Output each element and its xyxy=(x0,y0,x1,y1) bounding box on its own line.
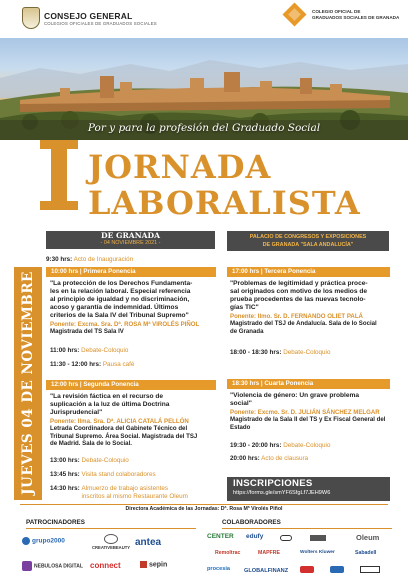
grupo2000-icon xyxy=(22,537,30,545)
third-title-line: sal originados con motivo de los medios de xyxy=(230,287,368,295)
second-speaker xyxy=(50,418,197,447)
collaborator-logo xyxy=(300,566,314,573)
collaborator-logo: procesia xyxy=(207,566,231,572)
collaborator-logo: edufy xyxy=(246,533,264,540)
debate2-time: 13:00 hrs: xyxy=(50,457,80,464)
first-speaker-name: Excma. Sra. Dª. ROSA Mª VIROLÉS PIÑOL xyxy=(77,321,200,328)
roman-numeral-i xyxy=(40,140,78,210)
debate2-row xyxy=(50,457,129,465)
third-speaker-name: Ilmo. Sr. D. FERNANDO OLIET PALÁ xyxy=(257,313,363,320)
sponsor-logo-name: connect xyxy=(90,561,121,570)
venue-line1: PALACIO DE CONGRESOS Y EXPOSICIONES xyxy=(249,234,367,240)
generic-logo-icon xyxy=(330,566,344,573)
third-speaker-role-line: de Granada xyxy=(230,327,264,335)
first-session-title xyxy=(50,280,192,320)
collaborator-logo: CENTER xyxy=(207,533,234,540)
debate1-text: Debate-Coloquio xyxy=(81,347,129,354)
collaborator-logo xyxy=(360,566,380,573)
lunch-text xyxy=(82,485,188,500)
right-program-column xyxy=(227,256,390,476)
sponsor-logo-name: NEBULOSA DIGITAL xyxy=(34,563,83,570)
collaborator-logo: Oleum xyxy=(356,533,380,542)
second-session-bar: 12:00 hrs | Segunda Ponencia xyxy=(46,380,216,390)
fourth-title-line: "Violencia de género: Un grave problema xyxy=(230,392,360,399)
sepin-icon xyxy=(140,561,147,568)
third-speaker xyxy=(230,313,377,335)
collaborator-logo: MAPFRE xyxy=(258,550,280,556)
sponsors-heading: PATROCINADORES xyxy=(26,519,85,526)
first-speaker xyxy=(50,321,199,336)
second-title-line: "La revisión fáctica en el recurso de xyxy=(50,393,164,400)
nebulosa-icon xyxy=(22,561,32,571)
debate4-text: Debate-Coloquio xyxy=(283,442,331,449)
collaborator-logo: Sabadell xyxy=(355,550,377,556)
crest-icon xyxy=(22,7,40,29)
opening-text: Acto de Inauguración xyxy=(73,256,134,263)
title-jornada: JORNADA xyxy=(88,148,272,186)
debate3-row xyxy=(230,349,330,357)
second-session-title xyxy=(50,393,169,417)
sponsor-logo xyxy=(90,561,121,570)
header xyxy=(0,0,408,38)
city-date-banner xyxy=(46,231,215,249)
sponsor-logo xyxy=(22,561,83,571)
collaborators-heading: COLABORADORES xyxy=(222,519,281,526)
stand-row xyxy=(50,471,156,479)
second-speaker-prefix: Ponente: xyxy=(50,418,77,425)
lunch-text-line: inscritos al mismo Restaurante Oleum xyxy=(81,492,188,500)
lunch-time: 14:30 hrs: xyxy=(50,485,80,492)
tagline: Por y para la profesión del Graduado Social xyxy=(87,122,321,134)
left-program-column xyxy=(46,256,216,506)
fourth-session-bar: 18:30 hrs | Cuarta Ponencia xyxy=(227,379,390,389)
second-speaker-name: Ilma. Sra. Dª. ALICIA CATALÁ PELLÓN xyxy=(77,418,189,425)
first-session-bar: 10:00 hrs | Primera Ponencia xyxy=(46,267,216,277)
second-speaker-role-line: de Madrid. Sala de lo Social. xyxy=(50,439,132,447)
opening-time: 9:30 hrs: xyxy=(46,256,73,263)
closing-text: Acto de clausura xyxy=(261,455,309,462)
consejo-general-logo xyxy=(22,7,157,29)
second-title-line: Jurisprudencial" xyxy=(50,408,103,416)
academic-director: Directora Académica de las Jornadas: Dª. Rosa Mª Virolés Piñol xyxy=(0,506,408,516)
vertical-date-text: JUEVES 04 DE NOVIEMBRE xyxy=(20,271,36,495)
break-text: Pausa café xyxy=(102,361,135,368)
collaborator-logo xyxy=(310,535,326,542)
first-title-line: "La protección de los Derechos Fundamenta- xyxy=(50,280,193,287)
third-title-line: gías TIC" xyxy=(230,303,259,311)
lunch-text-line: Almuerzo de trabajo asistentes xyxy=(81,485,168,492)
first-speaker-role: Magistrada del TS Sala IV xyxy=(50,328,124,336)
fourth-session-title xyxy=(230,392,359,408)
second-speaker-role-line: Tribunal Supremo. Área Social. Magistrada del TSJ xyxy=(50,432,198,440)
consejo-general-title: CONSEJO GENERAL xyxy=(44,10,133,21)
vertical-date-band xyxy=(14,267,42,500)
third-speaker-prefix: Ponente: xyxy=(230,313,257,320)
title-laboralista: LABORALISTA xyxy=(88,184,361,222)
debate2-text: Debate-Coloquio xyxy=(81,457,129,464)
fourth-title-line: social" xyxy=(230,399,252,407)
fourth-speaker-role-line: Estado xyxy=(230,423,251,431)
break-row xyxy=(50,361,134,369)
debate4-time: 19:30 - 20:00 hrs: xyxy=(230,442,282,449)
second-speaker-role-line: Letrada Coordinadora del Gabinete Técnico del xyxy=(50,425,188,433)
creativebeauty-icon xyxy=(104,534,118,544)
registration-box xyxy=(227,477,390,501)
debate3-text: Debate-Coloquio xyxy=(283,349,331,356)
debate3-time: 18:00 - 18:30 hrs: xyxy=(230,349,282,356)
fourth-speaker-prefix: Ponente: xyxy=(230,409,257,416)
fourth-speaker-name: Excmo. Sr. D. JULIÁN SÁNCHEZ MELGAR xyxy=(257,409,380,416)
third-speaker-role-line: Magistrado del TSJ de Andalucía. Sala de lo Social xyxy=(230,320,377,328)
collaborator-logo: GLOBALFINANZ xyxy=(244,568,289,574)
stand-text: Visita stand colaboradores xyxy=(81,471,156,478)
sponsor-logo-name: sepin xyxy=(149,561,168,569)
generic-logo-icon xyxy=(360,566,380,573)
third-session-title xyxy=(230,280,368,312)
fourth-speaker-role-line: Magistrado de la Sala II del TS y Ex Fiscal General del xyxy=(230,416,386,424)
closing-time: 20:00 hrs: xyxy=(230,455,260,462)
first-speaker-prefix: Ponente: xyxy=(50,321,77,328)
second-title-line: suplicación a la luz de última Doctrina xyxy=(50,400,170,408)
registration-heading: INSCRIPCIONES xyxy=(233,478,313,489)
debate1-row xyxy=(50,347,128,355)
first-title-line: al principio de igualdad y no discriminación, xyxy=(50,295,190,303)
colegio-line1: COLEGIO OFICIAL DE xyxy=(312,8,361,14)
sponsor-logo xyxy=(22,537,65,545)
collaborator-logo: Remoltrac xyxy=(215,550,241,556)
closing-row xyxy=(230,455,308,463)
consejo-general-subtitle: COLEGIOS OFICIALES DE GRADUADOS SOCIALES xyxy=(44,20,157,26)
venue-line2: DE GRANADA "SALA ANDALUCÍA" xyxy=(262,242,354,248)
collaborator-logo xyxy=(330,566,344,573)
first-title-line: criterios de la Sala IV del Tribunal Supremo" xyxy=(50,311,189,319)
city-label: DE GRANADA xyxy=(100,231,160,240)
sponsor-logo xyxy=(92,534,130,550)
third-session-bar: 17:00 hrs | Tercera Ponencia xyxy=(227,267,390,277)
sponsor-logo-name: grupo2000 xyxy=(32,537,65,545)
generic-logo-icon xyxy=(310,535,326,541)
generic-logo-icon xyxy=(300,566,314,573)
fourth-speaker xyxy=(230,409,385,431)
collaborator-logo: Wolters Kluwer xyxy=(300,550,335,555)
first-title-line: les en la relación laboral. Especial referencia xyxy=(50,287,191,295)
sponsor-logo-name: CREATIVEBEAUTY xyxy=(92,545,131,550)
registration-link[interactable]: https://forms.gle/smYF6SfgLf7JEH9W6 xyxy=(233,490,331,496)
sponsor-logo: antea xyxy=(135,537,162,548)
opening-row xyxy=(46,256,133,264)
colegio-granada-logo xyxy=(283,6,399,23)
venue-banner xyxy=(227,231,389,251)
break-time: 11:30 - 12:00 hrs: xyxy=(50,361,102,368)
debate1-time: 11:00 hrs: xyxy=(50,347,80,354)
date-label: - 04 NOVIEMBRE 2021 - xyxy=(100,240,161,246)
stand-time: 13:45 hrs: xyxy=(50,471,80,478)
colegio-line2: GRADUADOS SOCIALES DE GRANADA xyxy=(312,14,400,20)
third-title-line: prueba procedentes de las nuevas tecnolo- xyxy=(230,295,366,303)
generic-logo-icon xyxy=(280,535,292,541)
collaborator-logo xyxy=(280,535,292,542)
first-title-line: acoso y garantía de indemnidad. Últimos xyxy=(50,303,179,311)
third-title-line: "Problemas de legitimidad y práctica proce- xyxy=(230,280,368,287)
colegio-diamond-icon xyxy=(282,2,306,26)
debate4-row xyxy=(230,442,330,450)
lunch-row xyxy=(50,485,188,500)
sponsor-logo xyxy=(140,561,167,568)
